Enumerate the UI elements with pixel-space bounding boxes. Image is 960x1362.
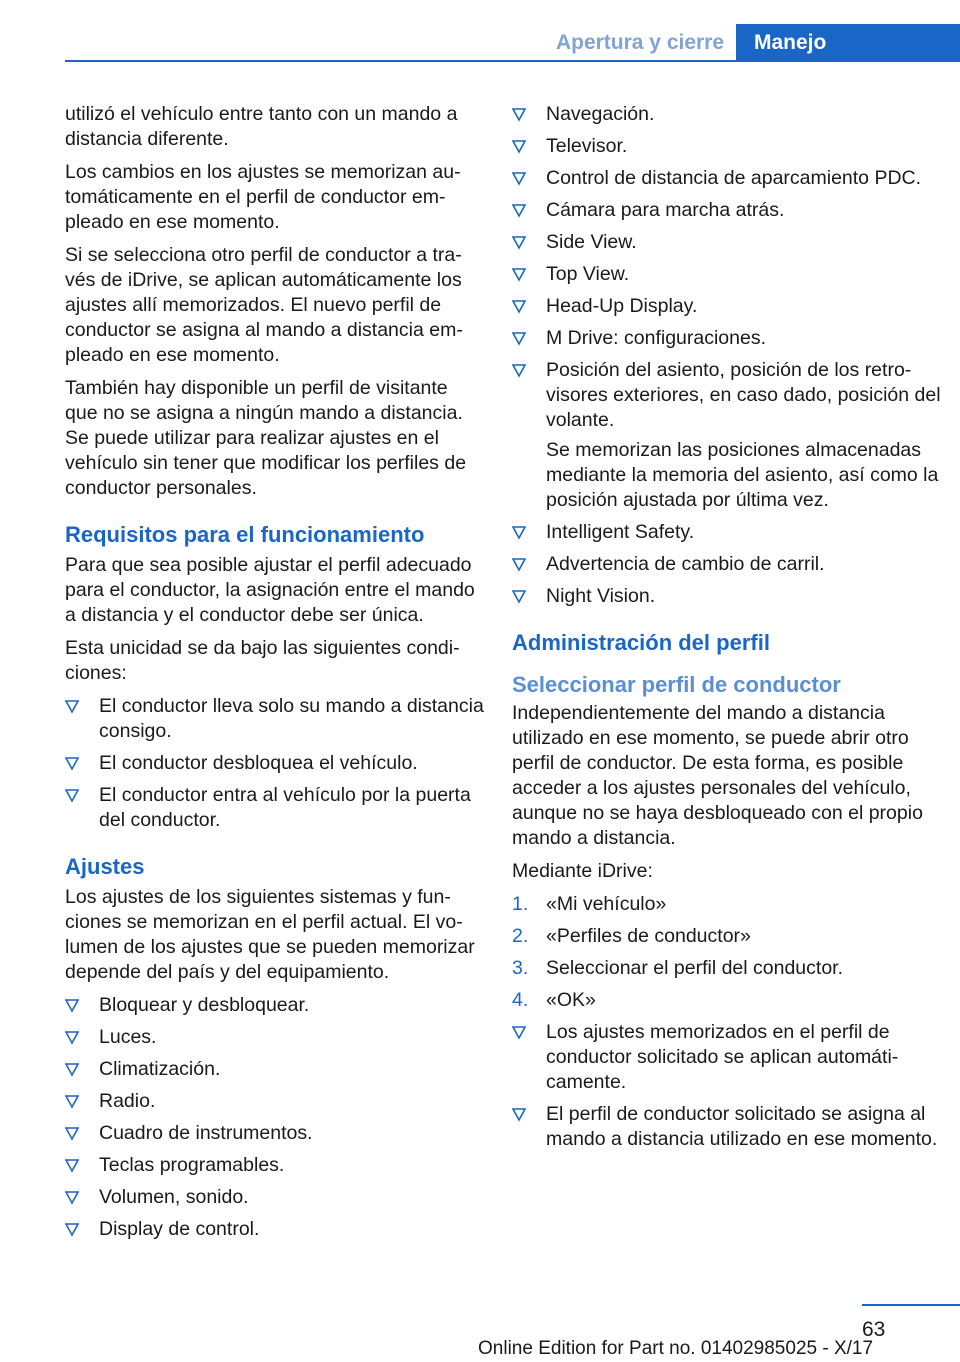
step-text: «Perfiles de conductor» <box>546 925 751 947</box>
list-item-text: Advertencia de cambio de carril. <box>546 553 825 575</box>
list-item-text: Bloquear y desbloquear. <box>99 994 310 1016</box>
triangle-bullet-icon <box>512 232 532 252</box>
list-item <box>65 993 485 1018</box>
subsection-heading-seleccionar: Seleccionar perfil de conductor <box>512 672 841 697</box>
body-paragraph: utilizó el vehículo entre tanto con un mando a distancia diferente. <box>65 103 458 150</box>
list-item-text: Volumen, sonido. <box>99 1186 249 1208</box>
step-item <box>512 924 952 949</box>
list-item <box>65 783 485 833</box>
settings-list <box>65 993 485 1242</box>
list-item-text: Televisor. <box>546 135 628 157</box>
triangle-bullet-icon <box>65 696 85 716</box>
list-item-text: Navegación. <box>546 103 655 125</box>
triangle-bullet-icon <box>512 264 532 284</box>
list-item <box>512 262 952 287</box>
body-paragraph: Mediante iDrive: <box>512 860 653 882</box>
list-item <box>65 1089 485 1114</box>
list-item <box>65 694 485 744</box>
left-column <box>65 102 485 1249</box>
triangle-bullet-icon <box>512 296 532 316</box>
list-item-text: Radio. <box>99 1090 156 1112</box>
settings-list-continued <box>512 102 952 609</box>
list-item <box>512 552 952 577</box>
section-heading-ajustes: Ajustes <box>65 854 145 879</box>
section-heading-requisitos: Requisitos para el funcionamiento <box>65 522 425 547</box>
list-item-text: M Drive: configuraciones. <box>546 327 767 349</box>
list-item-text: Cuadro de instrumentos. <box>99 1122 313 1144</box>
list-item-text: Top View. <box>546 263 630 285</box>
steps-list <box>512 892 952 1013</box>
step-text: «OK» <box>546 989 596 1011</box>
triangle-bullet-icon <box>512 168 532 188</box>
edition-footer: Online Edition for Part no. 01402985025 - X/17 <box>478 1338 874 1359</box>
body-paragraph: Esta unicidad se da bajo las siguientes condiciones: <box>65 637 460 684</box>
body-paragraph: Para que sea posible ajustar el perfil adecuado para el conductor, la asignación entre el mando a distancia y el conductor debe ser única. <box>65 554 475 626</box>
chapter-tab[interactable]: Manejo <box>736 24 960 62</box>
list-item <box>512 294 952 319</box>
page-number: 63 <box>862 1318 886 1341</box>
list-item-text: Climatización. <box>99 1058 221 1080</box>
triangle-bullet-icon <box>512 1022 532 1042</box>
triangle-bullet-icon <box>65 1155 85 1175</box>
list-item <box>65 1217 485 1242</box>
step-number: 4. <box>512 989 529 1011</box>
list-item <box>512 1102 952 1152</box>
triangle-bullet-icon <box>512 360 532 380</box>
section-tab[interactable]: Apertura y cierre <box>555 31 725 54</box>
list-item-text: Cámara para marcha atrás. <box>546 199 785 221</box>
section-heading-administracion: Administración del perfil <box>512 630 770 655</box>
triangle-bullet-icon <box>512 522 532 542</box>
triangle-bullet-icon <box>512 200 532 220</box>
body-paragraph: Los ajustes de los siguientes sistemas y funciones se memorizan en el perfil actual. El volumen de los ajustes que se pueden memorizar depende del país y del equipamiento. <box>65 886 475 983</box>
triangle-bullet-icon <box>65 1123 85 1143</box>
triangle-bullet-icon <box>65 1027 85 1047</box>
triangle-bullet-icon <box>512 554 532 574</box>
list-item <box>65 1025 485 1050</box>
results-list <box>512 1020 952 1152</box>
right-column <box>512 102 952 1159</box>
list-item-text: Luces. <box>99 1026 157 1048</box>
step-item <box>512 988 952 1013</box>
list-item <box>512 584 952 609</box>
list-item <box>65 1153 485 1178</box>
triangle-bullet-icon <box>512 328 532 348</box>
list-item-text: El conductor desbloquea el vehículo. <box>99 752 418 774</box>
list-item <box>65 1121 485 1146</box>
list-item <box>512 326 952 351</box>
body-paragraph: Los cambios en los ajustes se memorizan automáticamente en el perfil de conductor empleado en ese momento. <box>65 161 461 233</box>
body-paragraph: Si se selecciona otro perfil de conductor a través de iDrive, se aplican automáticamente los ajustes allí memorizados. El nuevo perfil de conductor se asigna al mando a distancia empleado en ese momento. <box>65 244 463 366</box>
triangle-bullet-icon <box>65 1059 85 1079</box>
list-item-text: El conductor lleva solo su mando a distancia consigo. <box>99 695 484 742</box>
step-number: 2. <box>512 925 529 947</box>
body-paragraph: Independientemente del mando a distancia utilizado en ese momento, se puede abrir otro perfil de conductor. De esta forma, es posible acceder a los ajustes personales del vehículo, aunque no se haya desbloqueado con el propio mando a distancia. <box>512 702 923 849</box>
triangle-bullet-icon <box>65 995 85 1015</box>
list-item-text: El perfil de conductor solicitado se asigna al mando a distancia utilizado en ese momento. <box>546 1103 938 1150</box>
triangle-bullet-icon <box>65 785 85 805</box>
list-item <box>512 134 952 159</box>
triangle-bullet-icon <box>65 753 85 773</box>
list-item <box>512 520 952 545</box>
step-text: Seleccionar el perfil del conductor. <box>546 957 844 979</box>
list-item <box>65 751 485 776</box>
triangle-bullet-icon <box>65 1219 85 1239</box>
list-item-text: El conductor entra al vehículo por la puerta del conductor. <box>99 784 471 831</box>
list-item <box>512 1020 952 1095</box>
footer-rule <box>862 1304 960 1306</box>
triangle-bullet-icon <box>65 1187 85 1207</box>
body-paragraph: También hay disponible un perfil de visitante que no se asigna a ningún mando a distancia. Se puede utilizar para realizar ajustes en el vehículo sin tener que modificar los perfiles de conductor personales. <box>65 377 467 499</box>
list-item <box>512 166 952 191</box>
list-item <box>65 1185 485 1210</box>
list-item <box>512 358 952 513</box>
list-item-text: Night Vision. <box>546 585 656 607</box>
triangle-bullet-icon <box>512 136 532 156</box>
triangle-bullet-icon <box>512 1104 532 1124</box>
list-item <box>512 198 952 223</box>
list-item-text: Side View. <box>546 231 637 253</box>
step-number: 3. <box>512 957 529 979</box>
triangle-bullet-icon <box>65 1091 85 1111</box>
step-item <box>512 956 952 981</box>
step-number: 1. <box>512 893 529 915</box>
list-item-text: Head-Up Display. <box>546 295 698 317</box>
conditions-list <box>65 694 485 833</box>
list-item-text: Display de control. <box>99 1218 260 1240</box>
list-item-text: Los ajustes memorizados en el perfil de conductor solicitado se aplican automáticamente. <box>546 1021 899 1093</box>
list-item-text: Control de distancia de aparcamiento PDC. <box>546 167 922 189</box>
seat-note: Se memorizan las posiciones almacenadas mediante la memoria del asiento, así como la posición ajustada por última vez. <box>546 439 939 511</box>
triangle-bullet-icon <box>512 104 532 124</box>
triangle-bullet-icon <box>512 586 532 606</box>
list-item <box>65 1057 485 1082</box>
list-item-text: Teclas programables. <box>99 1154 285 1176</box>
step-item <box>512 892 952 917</box>
list-item-text: Posición del asiento, posición de los retrovisores exteriores, en caso dado, posición del volante. <box>546 359 941 431</box>
list-item <box>512 102 952 127</box>
list-item <box>512 230 952 255</box>
step-text: «Mi vehículo» <box>546 893 667 915</box>
list-item-text: Intelligent Safety. <box>546 521 695 543</box>
